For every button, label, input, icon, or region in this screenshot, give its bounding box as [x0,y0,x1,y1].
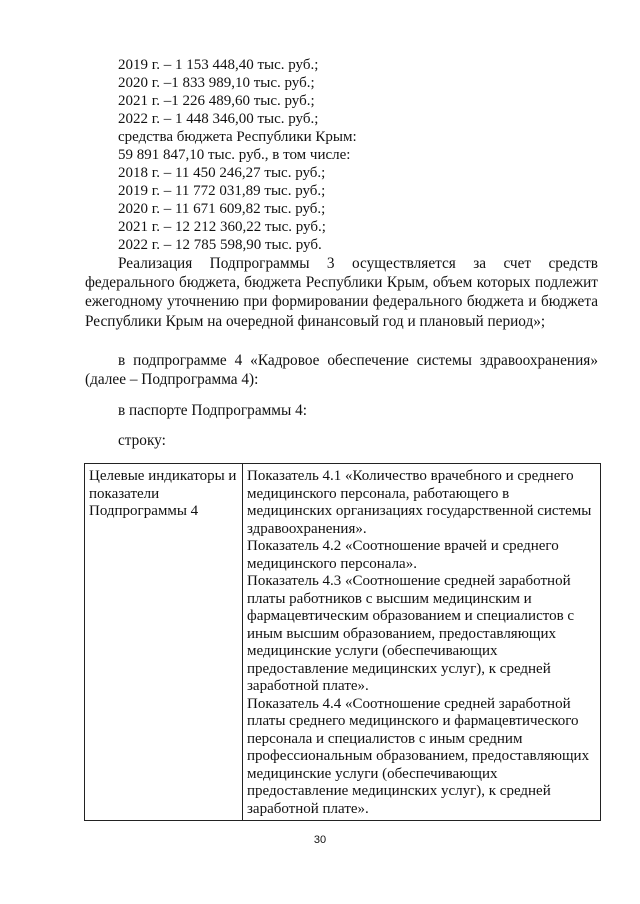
funding-line: 59 891 847,10 тыс. руб., в том числе: [118,147,351,163]
funding-line: 2020 г. –1 833 989,10 тыс. руб.; [118,75,315,91]
funding-line: 2019 г. – 11 772 031,89 тыс. руб.; [118,183,326,199]
passport-line: в паспорте Подпрограммы 4: [118,402,307,419]
funding-line: 2022 г. – 1 448 346,00 тыс. руб.; [118,111,319,127]
indicator-4-4: Показатель 4.4 «Соотношение средней заработной платы среднего медицинского и фармацевтического персонала и специалистов с иным средним профессиональным образованием, предоставляющих медицинские услуги (обеспечивающих предоставление медицинских услуг), к средней заработной плате». [247,695,590,817]
funding-line: 2018 г. – 11 450 246,27 тыс. руб.; [118,165,326,181]
indicator-4-2: Показатель 4.2 «Соотношение врачей и среднего медицинского персонала». [247,538,559,572]
funding-line: 2022 г. – 12 785 598,90 тыс. руб. [118,237,322,253]
indicator-4-1: Показатель 4.1 «Количество врачебного и среднего медицинского персонала, работающего в медицинских организациях государственной системы здравоохранения». [247,468,592,537]
subprogram-paragraph: в подпрограмме 4 «Кадровое обеспечение системы здравоохранения» (далее – Подпрограмма 4): [85,352,598,389]
indicator-values-cell [243,464,601,821]
indicator-4-3: Показатель 4.3 «Соотношение средней заработной платы работников с высшим медицинским и фармацевтическим образованием и специалистов с иным высшим образованием, предоставляющих медицинские услуги (обеспечивающих предоставление медицинских услуг), к средней заработной плате». [247,573,575,694]
funding-line: 2019 г. – 1 153 448,40 тыс. руб.; [118,57,319,73]
funding-line: 2020 г. – 11 671 609,82 тыс. руб.; [118,201,326,217]
table-row [85,464,601,821]
page-number: 30 [313,834,327,846]
passport-table [84,463,601,821]
realization-paragraph: Реализация Подпрограммы 3 осуществляется за счет средств федерального бюджета, бюджета Республики Крым, объем которых подлежит ежегодному уточнению при формировании федерального бюджета и бюджета Республики Крым на очередной финансовый год и плановый период»; [85,255,598,330]
funding-line: 2021 г. –1 226 489,60 тыс. руб.; [118,93,315,109]
funding-line: 2021 г. – 12 212 360,22 тыс. руб.; [118,219,326,235]
row-line: строку: [118,432,166,449]
indicator-label-cell: Целевые индикаторы и показатели Подпрограммы 4 [85,464,243,821]
funding-line: средства бюджета Республики Крым: [118,129,357,145]
